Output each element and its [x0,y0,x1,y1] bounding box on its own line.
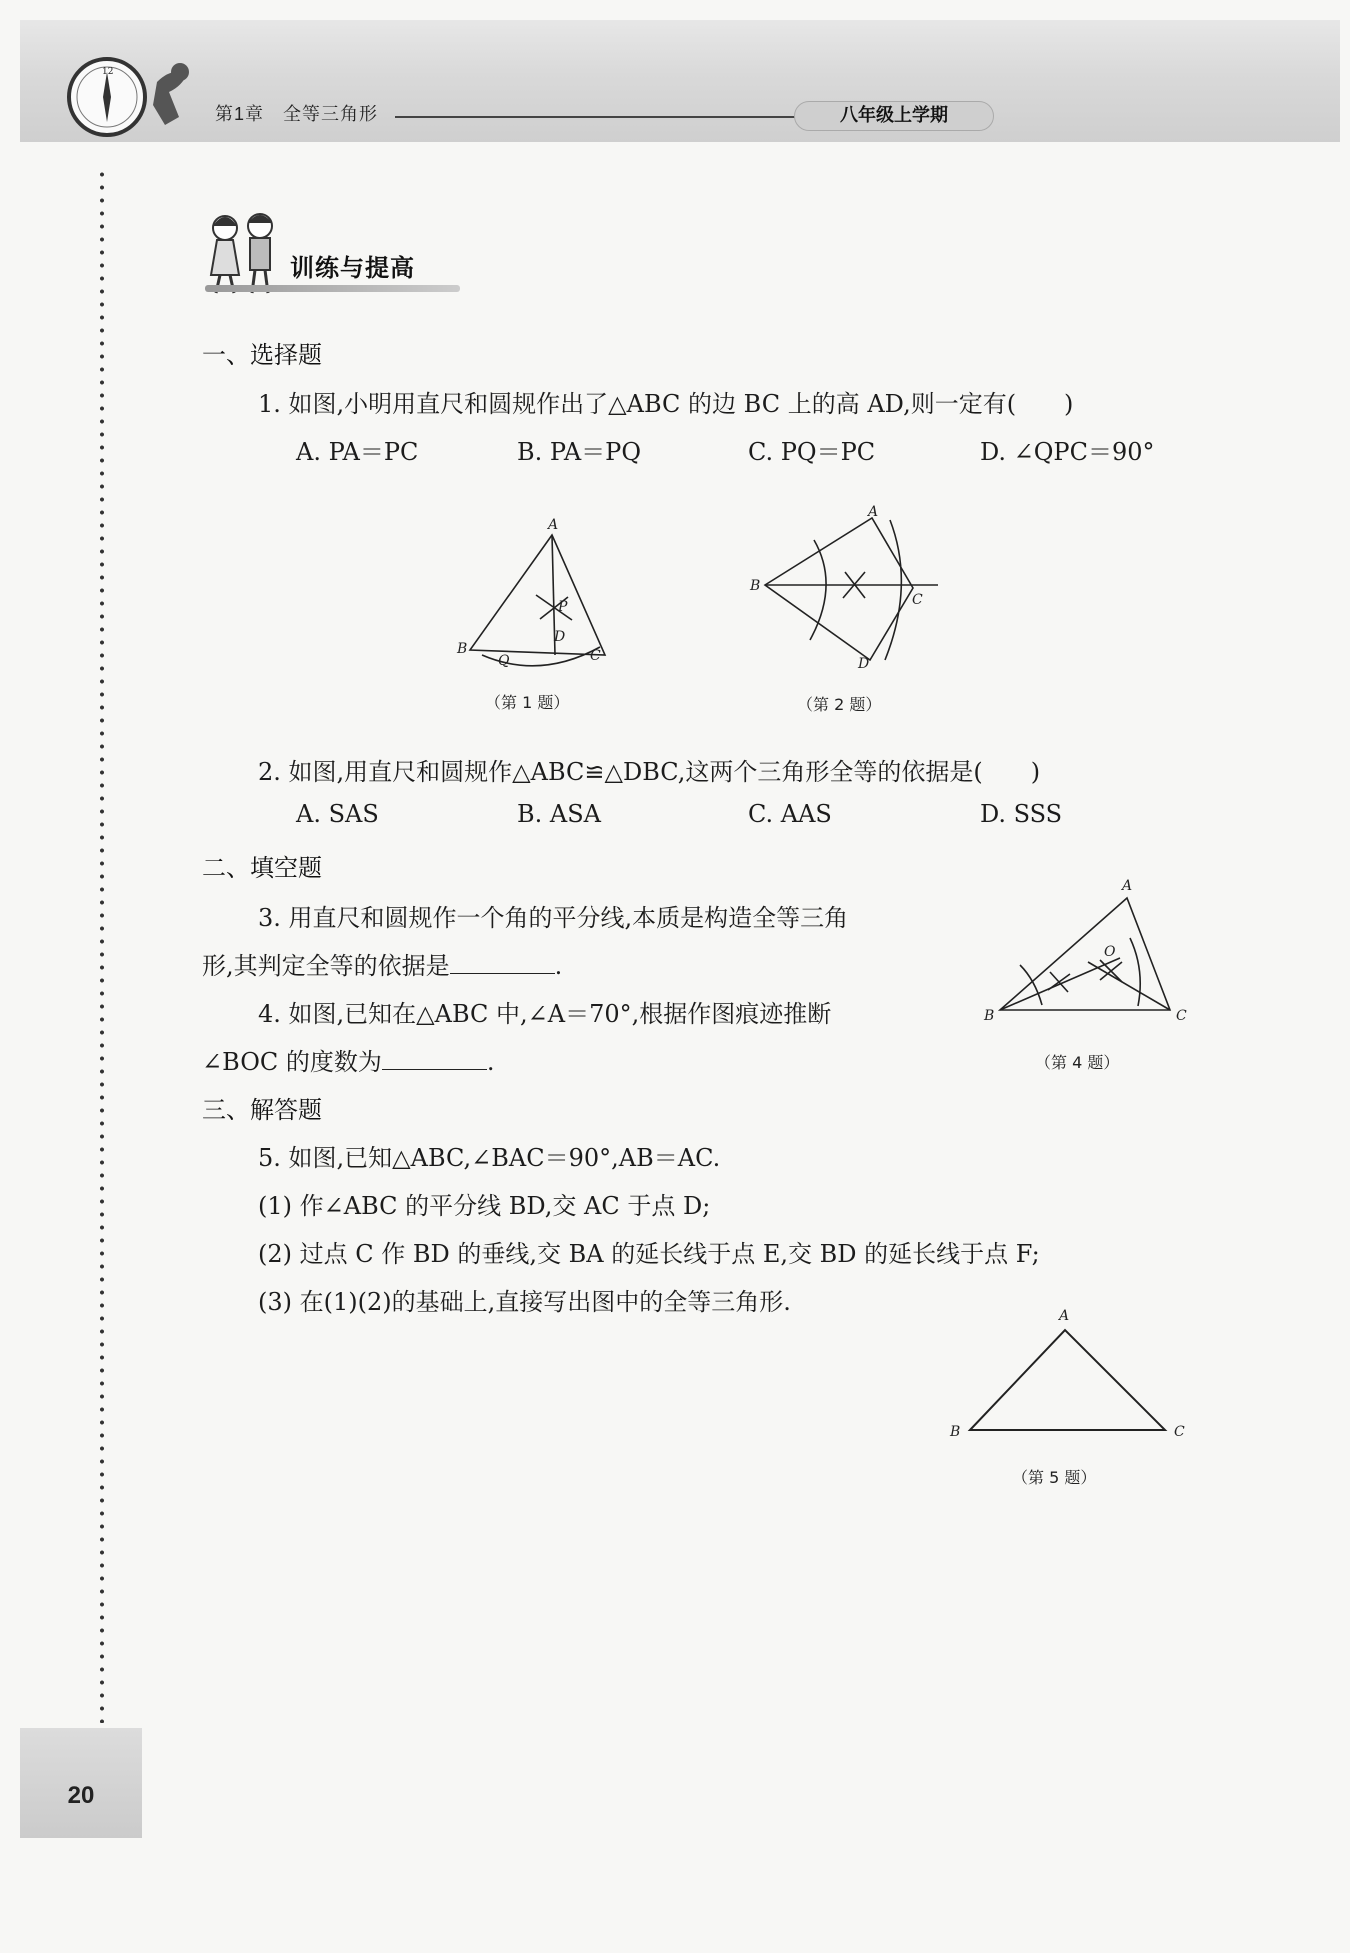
fig1-label-d: D [554,629,566,645]
q3-answer-blank[interactable] [450,953,555,974]
fig4-label-c: C [1176,1008,1187,1024]
chapter-title: 第1章 全等三角形 [215,104,379,124]
figure-5-caption: （第 5 题） [1012,1468,1097,1487]
fig1-label-q: Q [498,653,510,669]
fig2-label-b: B [750,578,761,594]
figure-1 [450,515,620,675]
q1-option-c: C. PQ＝PC [748,438,876,466]
q3-text-before-blank: 形,其判定全等的依据是 [202,952,450,980]
q4-text-after-blank: . [486,1048,495,1076]
fig2-label-c: C [912,592,923,608]
q2-option-c: C. AAS [748,800,832,828]
question-4-line2 [202,1042,495,1077]
section-choice-title: 一、选择题 [202,341,322,369]
question-1-text: 1. 如图,小明用直尺和圆规作出了△ABC 的边 BC 上的高 AD,则一定有( ) [258,390,1074,418]
header-rule [395,116,795,118]
section-fill-title: 二、填空题 [202,854,322,882]
figure-4-caption: （第 4 题） [1035,1053,1120,1072]
q3-text-after-blank: . [554,952,563,980]
binding-dots [100,168,104,1723]
fig1-label-a: A [548,517,559,533]
figure-1-caption: （第 1 题） [485,693,570,712]
fig5-label-b: B [950,1424,961,1440]
fig1-label-b: B [457,641,468,657]
fig5-label-c: C [1174,1424,1185,1440]
question-3-line2 [202,946,562,981]
fig2-label-a: A [868,504,879,520]
q5-part-3: (3) 在(1)(2)的基础上,直接写出图中的全等三角形. [258,1288,791,1316]
section-answer-title: 三、解答题 [202,1096,322,1124]
q5-part-1: (1) 作∠ABC 的平分线 BD,交 AC 于点 D; [258,1192,711,1220]
question-4-line1: 4. 如图,已知在△ABC 中,∠A＝70°,根据作图痕迹推断 [258,1000,832,1028]
figure-4 [980,870,1200,1030]
q1-option-a: A. PA＝PC [296,438,419,466]
fig4-label-b: B [984,1008,995,1024]
banner-underline [205,285,460,292]
q2-option-a: A. SAS [296,800,379,828]
figure-2 [740,500,950,680]
grade-label: 八年级上学期 [794,101,994,131]
page-number: 20 [67,1782,95,1809]
question-3-line1: 3. 用直尺和圆规作一个角的平分线,本质是构造全等三角 [258,904,849,932]
q4-answer-blank[interactable] [382,1049,487,1070]
figure-5 [940,1300,1200,1450]
q1-option-b: B. PA＝PQ [517,438,641,466]
fig4-label-a: A [1122,878,1133,894]
compass-runner-logo [62,52,212,142]
fig2-label-d: D [858,656,870,672]
fig1-label-c: C [590,648,601,664]
fig1-label-p: P [558,599,568,615]
q2-option-d: D. SSS [980,800,1063,828]
figure-2-caption: （第 2 题） [797,695,882,714]
question-5-text: 5. 如图,已知△ABC,∠BAC＝90°,AB＝AC. [258,1144,721,1172]
question-2-text: 2. 如图,用直尺和圆规作△ABC≌△DBC,这两个三角形全等的依据是( ) [258,758,1041,786]
q1-option-d: D. ∠QPC＝90° [980,438,1155,466]
q4-text-before-blank: ∠BOC 的度数为 [202,1048,382,1076]
fig5-label-a: A [1059,1308,1070,1324]
svg-text:12: 12 [102,67,114,77]
fig4-label-o: O [1104,944,1116,960]
q5-part-2: (2) 过点 C 作 BD 的垂线,交 BA 的延长线于点 E,交 BD 的延长线于点 F; [258,1240,1040,1268]
section-banner-title: 训练与提高 [290,254,415,282]
q2-option-b: B. ASA [517,800,601,828]
